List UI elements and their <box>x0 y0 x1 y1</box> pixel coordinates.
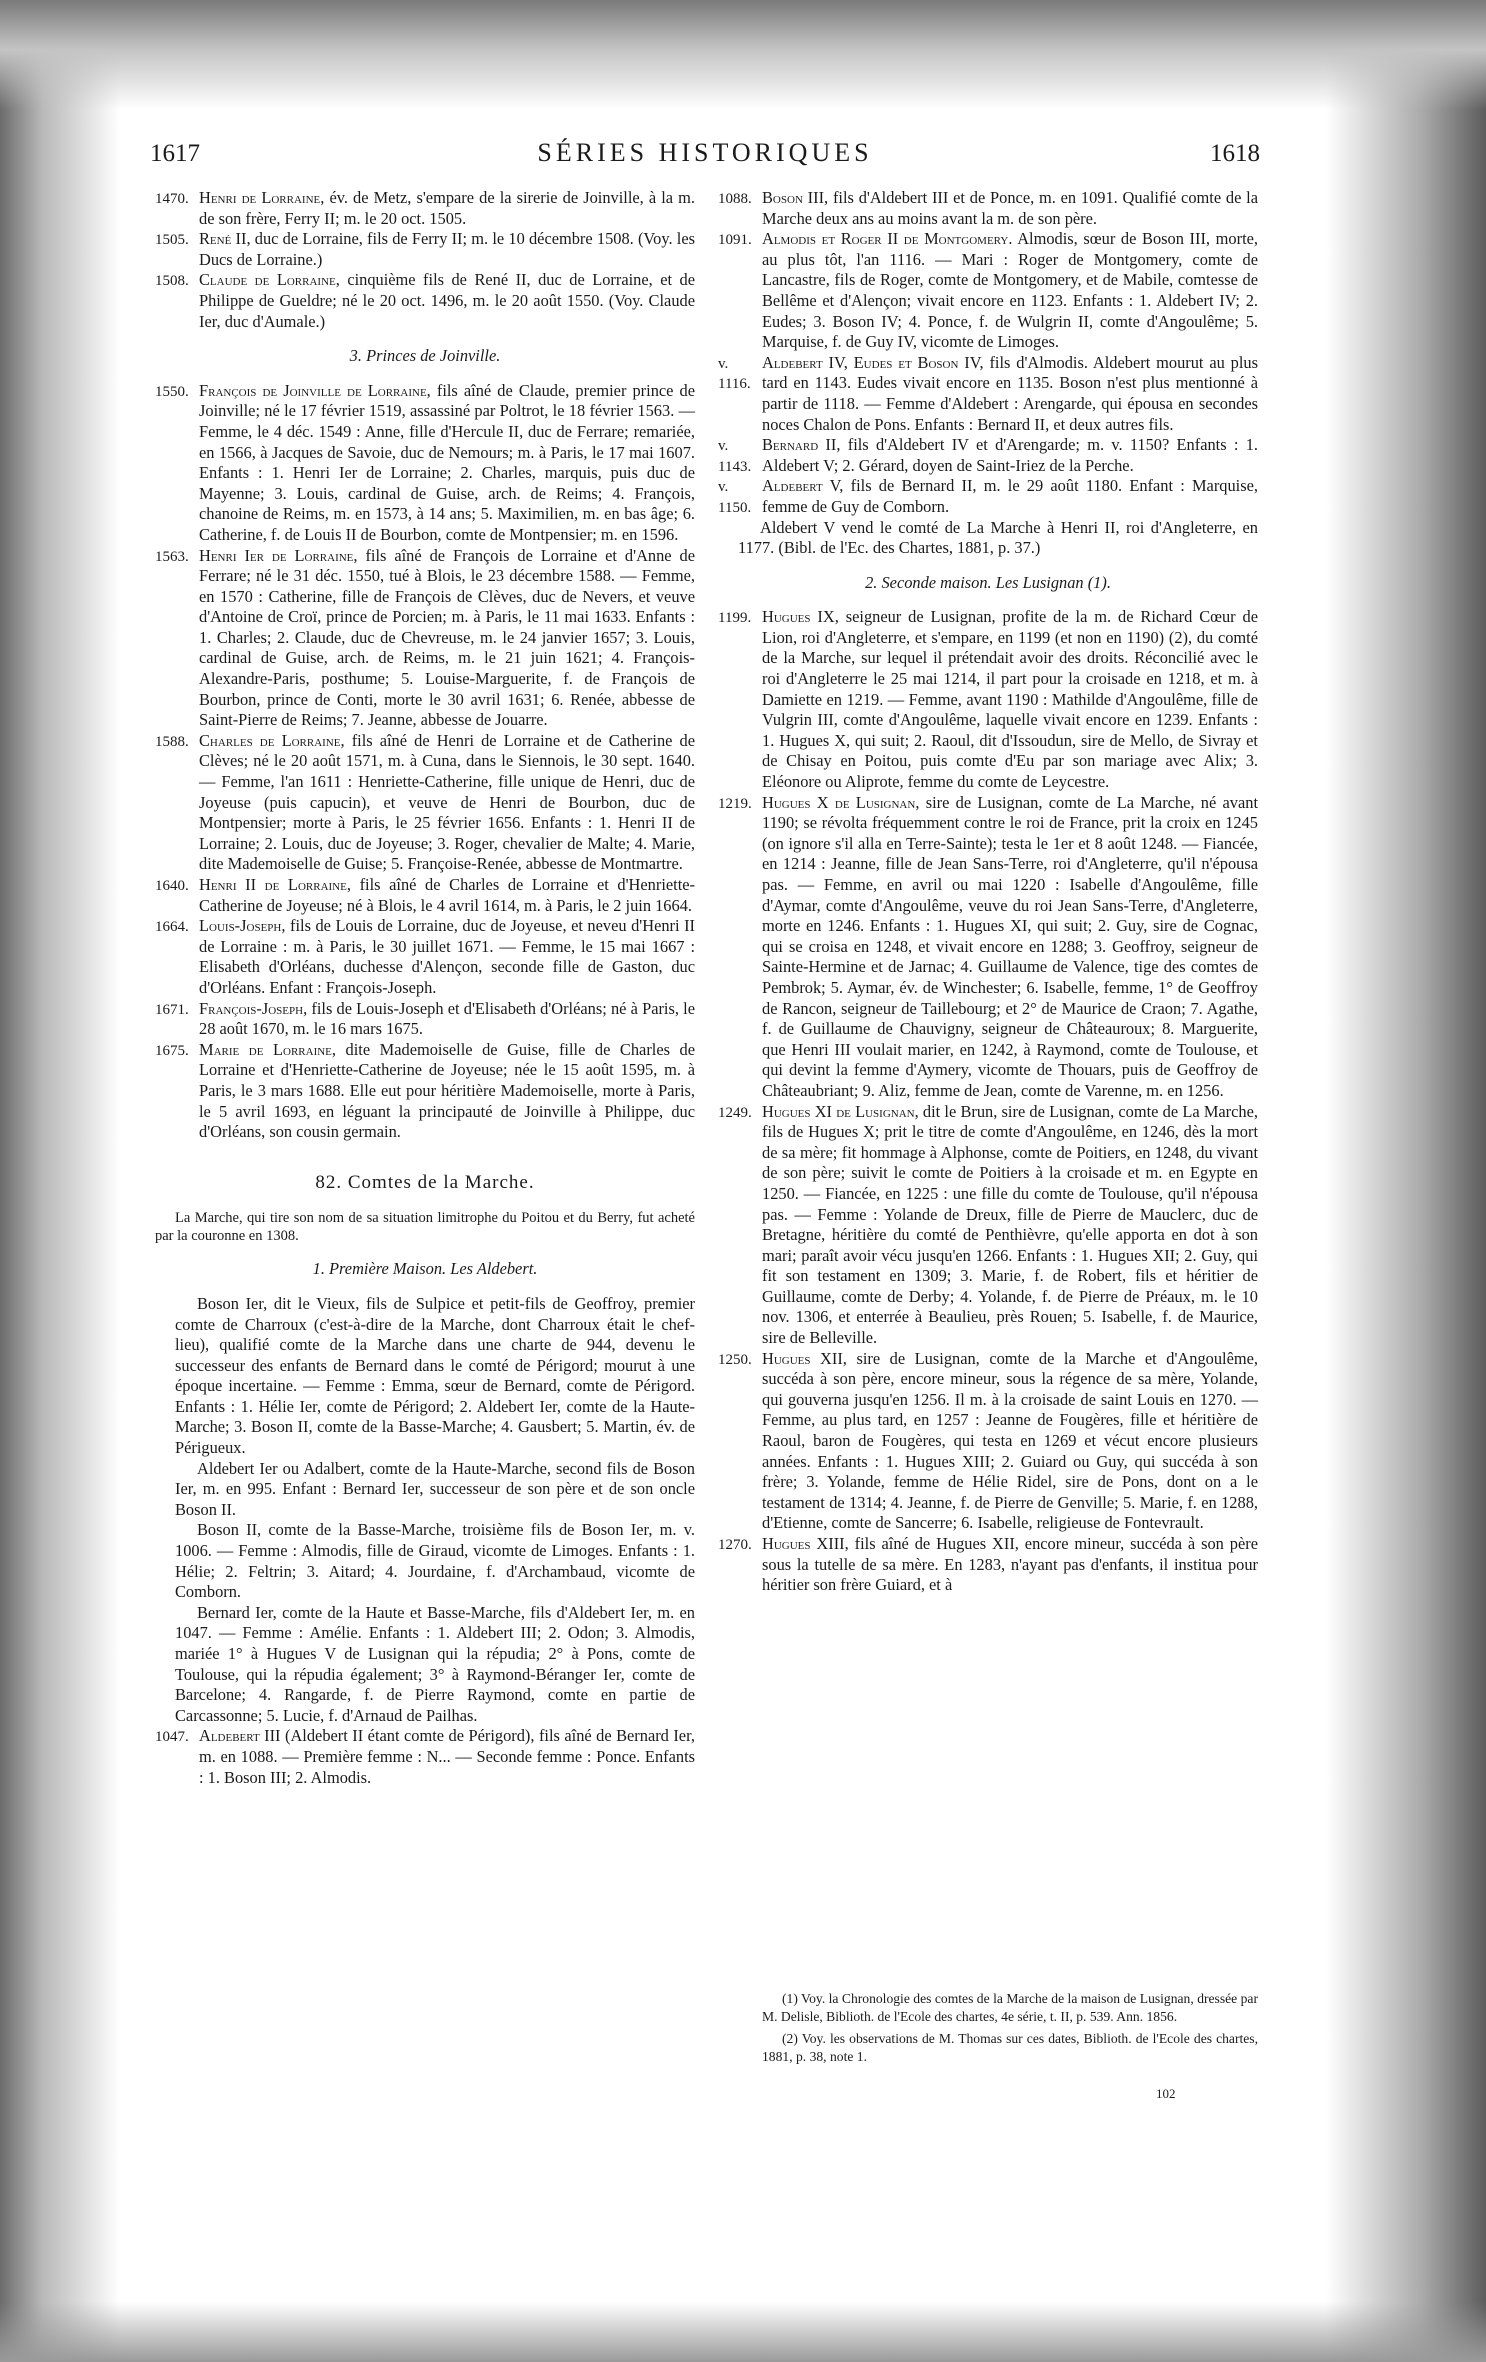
entry <box>155 546 695 731</box>
entry <box>155 229 695 270</box>
subhead-aldebert: 1. Première Maison. Les Aldebert. <box>312 1259 538 1279</box>
footnote: (1) Voy. la Chronologie des comtes de la Marche de la maison de Lusignan, dressée par M. Delisle, Biblioth. de l'Ecole des chartes, 4e série, t. II, p. 539. Ann. 1856. <box>762 1991 1258 2024</box>
entry-year: 1664. <box>155 919 189 936</box>
entry-name: Almodis et Roger II de Montgomery. <box>762 229 1013 249</box>
entry-year: 1199. <box>718 610 752 627</box>
entry-name: Aldebert IV, Eudes et Boson IV, <box>762 352 984 372</box>
entry-name: Aldebert III <box>199 1726 281 1746</box>
paragraph: Aldebert Ier ou Adalbert, comte de la Haute-Marche, second fils de Boson Ier, m. en 995. Enfant : Bernard Ier, successeur de son père et de son oncle Boson II. <box>175 1458 695 1519</box>
entry-name: Hugues X de Lusignan, <box>762 792 920 812</box>
entry-name: Marie de Lorraine, <box>199 1039 336 1059</box>
entry-name: Henri Ier de Lorraine, <box>199 545 358 565</box>
entry-text: fils d'Aldebert IV et d'Arengarde; m. v. 1150? Enfants : 1. Aldebert V; 2. Gérard, doyen de Saint-Iriez de la Perche. <box>762 435 1258 475</box>
entry-text: fils d'Almodis. Aldebert mourut au plus tard en 1143. Eudes vivait encore en 1135. Boson n'est plus mentionné à partir de 1118. — Femme d'Aldebert : Arengarde, qui épousa en secondes noces Chalon de Pons. Enfants : Bernard II, et deux autres fils. <box>762 352 1258 434</box>
entry-text: fils de Louis-Joseph et d'Elisabeth d'Orléans; né à Paris, le 28 août 1670, m. le 16 mars 1675. <box>199 998 695 1039</box>
right-column <box>718 188 1258 1596</box>
entry-text: fils aîné de Charles de Lorraine et d'Henriette-Catherine de Joyeuse; né à Blois, le 4 avril 1614, m. à Paris, le 2 juin 1664. <box>199 875 695 915</box>
entry-text: (Aldebert II étant comte de Périgord), fils aîné de Bernard Ier, m. en 1088. — Première femme : N... — Seconde femme : Ponce. Enfants : 1. Boson III; 2. Almodis. <box>199 1726 695 1787</box>
entry-text: seigneur de Lusignan, profite de la m. de Richard Cœur de Lion, roi d'Angleterre, et s'empare, en 1199 (et non en 1190) (2), du comté de la Marche, sur lequel il prétendait avoir des droits. Réconcilié avec le roi d'Angleterre le 25 mai 1214, il part pour la croisade en 1218, et m. à Damiette en 1219. — Femme, avant 1190 : Mathilde d'Angoulême, fille de Vulgrin III, comte d'Angoulême, laquelle vivait encore en 1239. Enfants : 1. Hugues X, qui suit; 2. Raoul, dit d'Issoudun, sire de Mello, de Sivray et de Chisay en Poitou, puis comte d'Eu par son mariage avec Alix; 3. Eléonore ou Aliprote, femme du comte de Leycestre. <box>762 607 1259 792</box>
entry <box>718 353 1258 435</box>
entry-year: 1675. <box>155 1042 189 1059</box>
entry <box>155 999 695 1040</box>
running-title: SÉRIES HISTORIQUES <box>537 138 873 167</box>
subhead-lusignan: 2. Seconde maison. Les Lusignan (1). <box>865 572 1111 592</box>
entry-name: Hugues XIII, <box>762 1534 849 1553</box>
entry-year: 1563. <box>155 548 189 565</box>
section-title: 82. Comtes de la Marche. <box>315 1171 535 1193</box>
footnotes <box>762 1990 1258 2070</box>
entry <box>718 607 1258 792</box>
entry-name: René <box>199 229 232 249</box>
paragraph: Bernard Ier, comte de la Haute et Basse-Marche, fils d'Aldebert Ier, m. en 1047. — Femme : Amélie. Enfants : 1. Aldebert III; 2. Odon; 3. Almodis, mariée 1° à Hugues V de Lusignan qui la répudia; 2° à Pons, comte de Toulouse, qui la répudia également; 3° à Raymond-Béranger Ier, comte de Barcelone; 4. Rangarde, f. de Pierre Raymond, comte en partie de Carcassonne; 5. Lucie, f. d'Arnaud de Pailhas. <box>175 1602 695 1725</box>
entry-year: 1250. <box>718 1351 752 1368</box>
entry <box>155 381 695 546</box>
entry-name: Aldebert V, <box>762 476 844 496</box>
entry <box>718 1102 1258 1349</box>
entry <box>718 1534 1258 1596</box>
entry-text: fils d'Aldebert III et de Ponce, m. en 1091. Qualifié comte de la Marche deux ans au moins avant la m. de son père. <box>762 188 1258 228</box>
entry <box>155 270 695 332</box>
page-header <box>150 136 1260 176</box>
entry <box>718 1349 1258 1534</box>
entry-year: 1091. <box>718 232 752 249</box>
entry-year: 1508. <box>155 273 189 290</box>
entry-text: fils de Bernard II, m. le 29 août 1180. Enfant : Marquise, femme de Guy de Comborn. <box>762 476 1258 516</box>
paragraph: Boson Ier, dit le Vieux, fils de Sulpice et petit-fils de Geoffroy, premier comte de Charroux (c'est-à-dire de la Marche, dont Charroux était le chef-lieu), qualifié comte de la Marche dans une charte de 944, devenu le successeur des enfants de Bernard dans le comté de Périgord; mourut à une époque incertaine. — Femme : Emma, sœur de Bernard, comte de Périgord. Enfants : 1. Hélie Ier, comte de Périgord; 2. Aldebert Ier, comte de la Haute-Marche; 3. Boson II, comte de la Basse-Marche; 4. Gausbert; 5. Martin, év. de Périgueux. <box>175 1293 695 1458</box>
entry <box>155 731 695 875</box>
section-intro: La Marche, qui tire son nom de sa situation limitrophe du Poitou et du Berry, fut acheté par la couronne en 1308. <box>155 1210 695 1245</box>
scan-edge-bottom <box>0 2302 1486 2362</box>
left-column <box>155 188 695 1788</box>
entry-text: dit le Brun, sire de Lusignan, comte de La Marche, fils de Hugues X; prit le titre de comte d'Angoulême, en 1246, dès la mort de sa mère; fit hommage à Alphonse, comte de Poitiers, en 1248, du vivant de son père; suivit le comte de Poitiers à la croisade et m. en Egypte en 1250. — Fiancée, en 1225 : une fille du comte de Toulouse, qu'il n'épousa pas. — Femme : Yolande de Dreux, fille de Pierre de Mauclerc, duc de Bretagne, héritière du comté de Penthièvre, qu'elle apporta en dot à son mari; paraît avoir vécu jusqu'en 1266. Enfants : 1. Hugues XII; 2. Guy, qui fit son testament en 1309; 3. Marie, f. de Robert, fils et héritier de Guillaume, comte de Derby; 4. Yolande, f. de Pierre de Préaux, m. le 10 nov. 1306, et enterrée à Beaulieu, près Rouen; 5. Isabelle, f. de Maurice, sire de Belleville. <box>762 1101 1258 1348</box>
entry-year: 1671. <box>155 1001 189 1018</box>
entry-year: 1640. <box>155 878 189 894</box>
entry <box>155 875 695 916</box>
entry <box>718 229 1258 353</box>
folio-left: 1617 <box>150 140 200 167</box>
entry-name: Louis-Joseph, <box>199 916 286 936</box>
entry <box>718 435 1258 476</box>
entry-year: v. 1150. <box>718 479 752 516</box>
subhead-joinville: 3. Princes de Joinville. <box>349 346 501 366</box>
entry-year: v. 1116. <box>718 355 751 393</box>
entry-name: Claude de Lorraine, <box>199 270 340 290</box>
entry-name: François de Joinville de Lorraine, <box>199 380 431 400</box>
scan-edge-right <box>1326 0 1486 2362</box>
entry <box>155 1726 695 1788</box>
entry-name: Henri II de Lorraine, <box>199 875 351 894</box>
folio-right: 1618 <box>1210 140 1260 167</box>
entry <box>155 188 695 229</box>
entry-text: II, duc de Lorraine, fils de Ferry II; m. le 10 décembre 1508. (Voy. les Ducs de Lorraine.) <box>199 229 695 269</box>
entry-name: François-Joseph, <box>199 998 308 1018</box>
entry-text: fils aîné de Henri de Lorraine et de Catherine de Clèves; né le 20 août 1571, m. à Cuna, dans le Siennois, le 30 sept. 1640. — Femme, l'an 1611 : Henriette-Catherine, fille unique de Henri, duc de Joyeuse (puis capucin), et veuve de Henri de Bourbon, duc de Montpensier; morte à Paris, le 25 février 1656. Enfants : 1. Henri II de Lorraine; 2. Louis, duc de Joyeuse; 3. Roger, chevalier de Malte; 4. Marie, dite Mademoiselle de Guise; 5. Françoise-Renée, abbesse de Montmartre. <box>199 730 695 874</box>
entry-text: fils aîné de François de Lorraine et d'Anne de Ferrare; né le 31 déc. 1550, tué à Blois, le 23 décembre 1588. — Femme, en 1570 : Catherine, fille de François de Clèves, duc de Nevers, et veuve d'Antoine de Croï, prince de Porcien; m. à Paris, le 11 mai 1633. Enfants : 1. Charles; 2. Claude, duc de Chevreuse, m. le 24 janvier 1657; 3. Louis, cardinal de Guise, arch. de Reims, m. le 21 juin 1621; 4. François-Alexandre-Paris, posthume; 5. Louise-Marguerite, f. de François de Bourbon, prince de Conti, morte le 30 avril 1631; 6. Renée, abbesse de Saint-Pierre de Reims; 7. Jeanne, abbesse de Jouarre. <box>199 545 695 730</box>
footnote: (2) Voy. les observations de M. Thomas sur ces dates, Biblioth. de l'Ecole des chartes, 1881, p. 38, note 1. <box>762 2031 1258 2064</box>
entry-year: 1505. <box>155 232 189 249</box>
paragraph: Boson II, comte de la Basse-Marche, troisième fils de Boson Ier, m. v. 1006. — Femme : Almodis, fille de Giraud, vicomte de Limoges. Enfants : 1. Hélie; 2. Feltrin; 3. Aitard; 4. Jourdaine, f. d'Archambaud, vicomte de Comborn. <box>175 1520 695 1602</box>
signature-mark: 102 <box>1156 2086 1176 2101</box>
scan-edge-left <box>0 0 120 2362</box>
entry-text: fils aîné de Claude, premier prince de Joinville; né le 17 février 1519, assassiné par Poltrot, le 18 février 1563. — Femme, le 4 déc. 1549 : Anne, fille d'Hercule II, duc de Ferrare; remariée, en 1566, à Jacques de Savoie, duc de Nemours; m. à Paris, le 17 mai 1607. Enfants : 1. Henri Ier de Lorraine; 2. Charles, marquis, puis duc de Mayenne; 3. Louis, cardinal de Guise, arch. de Reims; 4. François, chanoine de Reims, m. en 1573, à 14 ans; 5. Maximilien, m. en bas âge; 6. Catherine, f. de Louis II de Bourbon, comte de Montpensier; m. en 1596. <box>199 380 695 544</box>
entry-year: 1550. <box>155 383 189 400</box>
entry-year: 1047. <box>155 1729 189 1746</box>
entry <box>718 188 1258 229</box>
entry-name: Charles de Lorraine, <box>199 730 345 750</box>
entry-year: 1588. <box>155 733 189 750</box>
entry <box>718 793 1258 1102</box>
entry-year: v. 1143. <box>718 438 752 475</box>
entry-text: cinquième fils de René II, duc de Lorraine, et de Philippe de Gueldre; né le 20 oct. 1496, m. le 20 août 1550. (Voy. Claude Ier, duc d'Aumale.) <box>199 270 695 331</box>
entry-text: sire de Lusignan, comte de La Marche, né avant 1190; se révolta fréquemment contre le roi de France, prit la croix en 1245 (on ignore s'il alla en Terre-Sainte); testa le 1er et 8 août 1248. — Fiancée, en 1214 : Jeanne, fille de Jean Sans-Terre, roi d'Angleterre, qu'il n'épousa pas. — Femme, en avril ou mai 1220 : Isabelle d'Angoulême, fille d'Aymar, comte d'Angoulême, veuve du roi Jean Sans-Terre, d'Angleterre, morte en 1246. Enfants : 1. Hugues XI, qui suit; 2. Guy, sire de Cognac, qui se croisa en 1248, et vivait encore en 1288; 3. Geoffroy, seigneur de Sainte-Hermine et de Jarnac; 4. Guillaume de Valence, tige des comtes de Pembrok; 5. Aymar, év. de Winchester; 6. Isabelle, femme, 1° de Geoffroy de Rancon, seigneur de Taillebourg; et 2° de Maurice de Craon; 7. Agathe, f. de Guillaume de Chauvigny, seigneur de Châteauroux; 8. Marguerite, que Henri III voulait marier, en 1242, à Raymond, comte de Toulouse, et qui devint la femme d'Aymery, vicomte de Thouars, puis de Geoffroy de Châteaubriant; 9. Aliz, femme de Jean, comte de Varenne, m. en 1256. <box>762 792 1258 1100</box>
entry <box>155 916 695 998</box>
entry-text: sire de Lusignan, comte de la Marche et d'Angoulême, succéda à son père, encore mineur, sous la régence de sa mère, Yolande, qui gouverna jusqu'en 1256. Il m. à la croisade de saint Louis en 1270. — Femme, au plus tard, en 1257 : Jeanne de Fougères, fille et héritière de Raoul, baron de Fougères, qui testa en 1269 et vécut encore plusieurs années. Enfants : 1. Hugues XIII; 2. Guiard ou Guy, qui succéda à son frère; 3. Yolande, femme de Hélie Ridel, sire de Pons, dont on a le testament de 1314; 4. Jeanne, f. de Pierre de Genville; 5. Marie, f. en 1288, d'Etienne, comte de Sancerre; 6. Isabelle, religieuse de Fontevrault. <box>762 1348 1258 1533</box>
entry-name: Henri de Lorraine, <box>199 188 325 207</box>
entry-name: Hugues XII, <box>762 1348 847 1368</box>
entry-name: Hugues XI de Lusignan, <box>762 1101 919 1121</box>
entry-year: 1470. <box>155 191 189 207</box>
entry-text: év. de Metz, s'empare de la sirerie de Joinville, à la m. de son frère, Ferry II; m. le 20 oct. 1505. <box>199 188 695 228</box>
entry-text: fils de Louis de Lorraine, duc de Joyeuse, et neveu d'Henri II de Lorraine : m. à Paris, le 30 juillet 1671. — Femme, le 15 mai 1667 : Elisabeth d'Orléans, duchesse d'Alençon, seconde fille de Gaston, duc d'Orléans. Enfant : François-Joseph. <box>199 916 695 997</box>
entry <box>155 1040 695 1143</box>
note-aldebert: Aldebert V vend le comté de La Marche à Henri II, roi d'Angleterre, en 1177. (Bibl. de l'Ec. des Chartes, 1881, p. 37.) <box>738 517 1258 558</box>
entry-text: Almodis, sœur de Boson III, morte, au plus tôt, l'an 1116. — Mari : Roger de Montgomery, comte de Lancastre, fils de Roger, comte de Montgomery, et de Mabile, comtesse de Bellême et d'Alençon; vivait encore en 1123. Enfants : 1. Aldebert IV; 2. Eudes; 3. Boson IV; 4. Ponce, f. de Wulgrin II, comte d'Angoulême; 5. Marquise, f. de Guy IV, vicomte de Limoges. <box>762 229 1259 352</box>
entry-year: 1270. <box>718 1537 752 1553</box>
entry <box>718 476 1258 517</box>
entry-year: 1219. <box>718 795 752 812</box>
entry-text: dite Mademoiselle de Guise, fille de Charles de Lorraine et d'Henriette-Catherine de Joyeuse; née le 15 août 1595, m. à Paris, le 3 mars 1688. Elle eut pour héritière Mademoiselle, morte à Paris, le 5 avril 1693, en léguant la principauté de Joinville à Philippe, duc d'Orléans, son cousin germain. <box>199 1039 696 1142</box>
entry-year: 1249. <box>718 1104 752 1121</box>
entry-year: 1088. <box>718 191 752 207</box>
entry-name: Hugues IX, <box>762 607 839 627</box>
scan-edge-top <box>0 0 1486 110</box>
entry-text: fils aîné de Hugues XII, encore mineur, succéda à son père sous la tutelle de sa mère. En 1283, n'ayant pas d'enfants, il institua pour héritier son frère Guiard, et à <box>762 1534 1258 1595</box>
entry-name: Bernard II, <box>762 435 841 455</box>
entry-name: Boson III, <box>762 188 829 207</box>
